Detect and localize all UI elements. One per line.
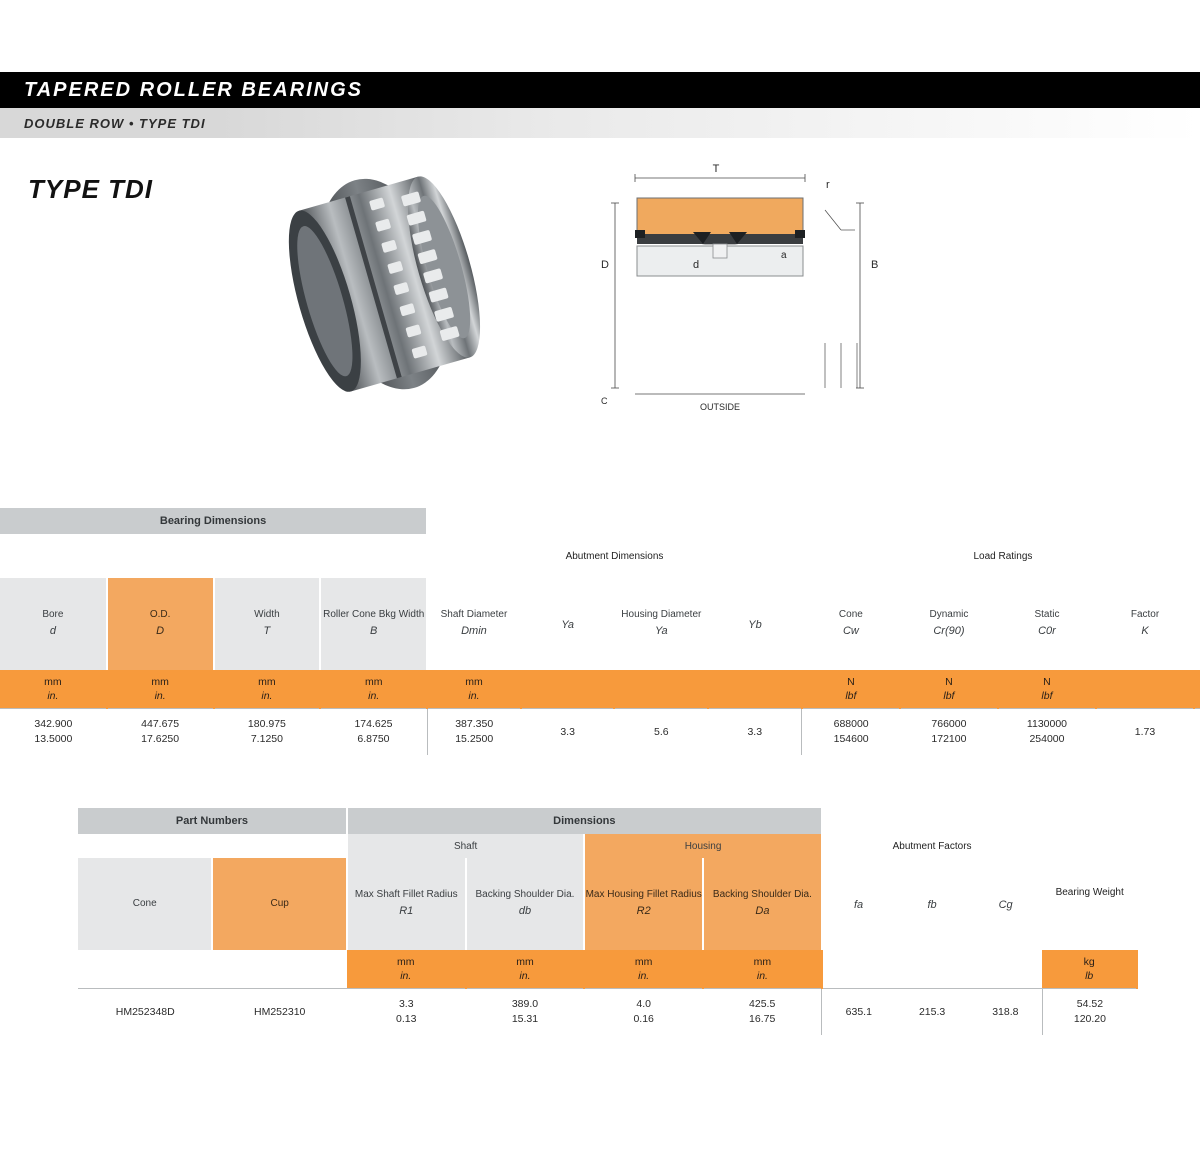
t2-col-shaft-fillet-title: Max Shaft Fillet Radius — [354, 889, 458, 901]
subgroup-load-ratings: Load Ratings — [802, 534, 1200, 578]
table-row — [78, 989, 1137, 1036]
t2-units-shaft-backing-bottom: in. — [519, 970, 531, 982]
col-ya-1-symbol: Ya — [561, 618, 574, 631]
t2-cell-cup-value: HM252310 — [254, 1005, 306, 1018]
col-static-rating-symbol: C0r — [1038, 624, 1056, 637]
col-bore-symbol: d — [49, 624, 56, 637]
units-shaft-bottom: in. — [468, 690, 480, 702]
t2-subgroup-shaft: Shaft — [347, 834, 584, 858]
cell-shaft-diameter — [427, 709, 521, 756]
units-width — [214, 670, 321, 709]
t2-cell-shaft-backing-in: 15.31 — [511, 1013, 539, 1025]
t2-cell-shaft-backing-mm: 389.0 — [511, 998, 539, 1011]
t2-col-bearing-weight-head: Bearing Weight — [1042, 834, 1137, 950]
t2-cell-shaft-fillet — [347, 989, 466, 1036]
t2-units-cup — [212, 950, 346, 989]
t2-cell-cone — [78, 989, 212, 1036]
t2-cell-shaft-backing — [466, 989, 585, 1036]
cell-bore — [0, 709, 107, 756]
units-od-top: mm — [151, 675, 169, 688]
cell-od — [107, 709, 214, 756]
diagram-label-C: C — [601, 396, 608, 406]
t2-col-housing-backing-dia — [703, 858, 822, 950]
units-cone-rating-bottom: lbf — [845, 690, 857, 702]
col-shaft-diameter-title: Shaft Diameter — [440, 609, 508, 621]
t2-col-shaft-backing-symbol: db — [518, 904, 532, 917]
diagram-label-T: T — [712, 163, 720, 175]
diagram-label-d: d — [693, 259, 700, 271]
t2-cell-cg — [969, 989, 1043, 1036]
col-static-rating-title: Static — [1034, 609, 1060, 621]
units-cbw-bottom: in. — [368, 690, 380, 702]
t2-units-shaft-fillet — [347, 950, 466, 989]
t2-group-header-row — [78, 808, 1137, 834]
table-row — [0, 709, 1200, 756]
cell-od-in: 17.6250 — [141, 733, 180, 745]
t2-cell-housing-fillet — [584, 989, 703, 1036]
units-static-rating — [998, 670, 1096, 709]
t2-subgroup-abutment-factors: Abutment Factors — [822, 834, 1043, 858]
cell-yb — [708, 709, 802, 756]
t2-col-cup-title: Cup — [270, 897, 289, 909]
t2-cell-housing-backing — [703, 989, 822, 1036]
units-cone-rating — [802, 670, 900, 709]
col-yb — [708, 578, 802, 670]
t2-units-cg — [969, 950, 1043, 989]
units-static-bottom: lbf — [1041, 690, 1053, 702]
part-numbers-table — [78, 808, 1138, 1035]
col-cone-backing-width — [320, 578, 427, 670]
col-od-title: O.D. — [149, 609, 171, 621]
t2-cell-housing-fillet-mm: 4.0 — [636, 998, 651, 1011]
t2-col-cone — [78, 858, 212, 950]
t2-cell-cone-value: HM252348D — [115, 1005, 175, 1018]
units-od — [107, 670, 214, 709]
units-dynamic-top: N — [945, 675, 953, 688]
top-whitespace — [0, 0, 1200, 72]
t2-col-housing-fillet-title: Max Housing Fillet Radius — [585, 889, 702, 901]
cell-static-lbf: 254000 — [1029, 733, 1065, 745]
t2-subgroup-housing: Housing — [584, 834, 821, 858]
t2-col-shaft-backing-dia — [466, 858, 585, 950]
cell-cbw-mm: 174.625 — [354, 718, 393, 731]
t2-units-shaft-backing — [466, 950, 585, 989]
units-k-factor — [1096, 670, 1194, 709]
col-bore-title: Bore — [42, 609, 64, 621]
diagram-label-r: r — [826, 179, 830, 191]
col-od-symbol: D — [156, 624, 165, 637]
t2-units-cone — [78, 950, 212, 989]
t2-units-housing-backing — [703, 950, 822, 989]
col-od — [107, 578, 214, 670]
t2-cell-shaft-fillet-mm: 3.3 — [398, 998, 414, 1011]
units-width-top: mm — [258, 675, 276, 688]
illustration-band — [0, 138, 1200, 458]
cell-width-mm: 180.975 — [247, 718, 286, 731]
t2-cell-fa-value: 635.1 — [845, 1005, 872, 1018]
col-shaft-diameter-symbol: Dmin — [461, 624, 487, 637]
t2-col-shaft-fillet-radius — [347, 858, 466, 950]
page-title-bar — [0, 72, 1200, 108]
units-od-bottom: in. — [154, 690, 166, 702]
units-cone-backing-width — [320, 670, 427, 709]
cross-section-diagram — [575, 148, 915, 428]
table-units-band-row — [0, 670, 1200, 709]
col-k-factor — [1096, 578, 1194, 670]
t2-units-housing-fillet — [584, 950, 703, 989]
page-subtitle-bar — [0, 108, 1200, 138]
col-housing-diameter-symbol: Ya — [655, 624, 668, 637]
diagram-label-a: a — [781, 250, 787, 261]
cell-bore-in: 13.5000 — [34, 733, 73, 745]
units-width-bottom: in. — [261, 690, 273, 702]
t2-group-empty — [822, 808, 1137, 834]
units-dynamic-bottom: lbf — [943, 690, 955, 702]
t2-cell-housing-backing-mm: 425.5 — [749, 998, 776, 1011]
units-housing-diameter — [614, 670, 708, 709]
t2-group-dimensions: Dimensions — [347, 808, 822, 834]
t2-col-cone-title: Cone — [132, 897, 157, 909]
cell-ya-1 — [521, 709, 615, 756]
cell-dynamic-lbf: 172100 — [931, 733, 967, 745]
t2-cell-cg-value: 318.8 — [992, 1005, 1019, 1018]
t2-cell-shaft-fillet-in: 0.13 — [396, 1013, 417, 1025]
col-width — [214, 578, 321, 670]
col-dynamic-rating — [900, 578, 998, 670]
col-spacer — [1194, 578, 1200, 670]
cell-dynamic-n: 766000 — [931, 718, 967, 731]
col-cone-rating-symbol: Cw — [842, 624, 859, 637]
col-width-symbol: T — [263, 624, 271, 637]
t2-units-weight — [1042, 950, 1137, 989]
units-dynamic-rating — [900, 670, 998, 709]
units-bore — [0, 670, 107, 709]
col-cone-rating-title: Cone — [838, 609, 863, 621]
t2-units-housing-backing-bottom: in. — [756, 970, 768, 982]
cell-static-n: 1130000 — [1026, 718, 1068, 731]
cell-dynamic-rating — [900, 709, 998, 756]
col-housing-diameter — [614, 578, 708, 670]
col-dynamic-rating-title: Dynamic — [929, 609, 969, 621]
cell-cone-rating-n: 688000 — [833, 718, 869, 731]
cell-housing-diameter — [614, 709, 708, 756]
t2-col-housing-fillet-symbol: R2 — [636, 904, 651, 917]
col-width-title: Width — [254, 609, 280, 621]
col-k-factor-symbol: K — [1141, 624, 1149, 637]
units-shaft-diameter — [427, 670, 521, 709]
t2-cell-housing-backing-in: 16.75 — [749, 1013, 776, 1025]
group-empty — [427, 508, 1200, 534]
cell-ya-1-value: 3.3 — [560, 725, 575, 738]
units-bore-bottom: in. — [47, 690, 59, 702]
cell-width-in: 7.1250 — [250, 733, 283, 745]
t2-cell-fb-value: 215.3 — [918, 1005, 946, 1018]
cell-od-mm: 447.675 — [141, 718, 180, 731]
t2-cell-weight — [1042, 989, 1137, 1036]
col-shaft-diameter — [427, 578, 521, 670]
page-title: TAPERED ROLLER BEARINGS — [24, 78, 363, 101]
t2-units-weight-top: kg — [1083, 955, 1095, 968]
t2-units-fa — [822, 950, 896, 989]
t2-col-housing-backing-title: Backing Shoulder Dia. — [712, 889, 812, 901]
t2-units-housing-fillet-bottom: in. — [638, 970, 650, 982]
t2-column-header-row — [78, 858, 1137, 950]
col-cone-backing-width-title: Roller Cone Bkg Width — [323, 609, 425, 621]
t2-units-band-row — [78, 950, 1137, 989]
cell-yb-value: 3.3 — [747, 725, 763, 738]
bearing-dimensions-table — [0, 508, 1200, 755]
t2-units-housing-fillet-top: mm — [634, 955, 653, 968]
units-ya-1 — [521, 670, 615, 709]
table-column-header-row — [0, 578, 1200, 670]
units-bore-top: mm — [44, 675, 62, 688]
cell-bore-mm: 342.900 — [34, 718, 73, 731]
col-bore — [0, 578, 107, 670]
t2-units-shaft-fillet-bottom: in. — [400, 970, 412, 982]
t2-col-housing-fillet-radius — [584, 858, 703, 950]
units-shaft-top: mm — [465, 675, 483, 688]
cell-static-rating — [998, 709, 1096, 756]
t2-units-shaft-backing-top: mm — [516, 955, 534, 968]
col-ya-1 — [521, 578, 615, 670]
diagram-caption: OUTSIDE — [699, 402, 741, 412]
cell-housing-value: 5.6 — [654, 725, 669, 738]
cell-shaft-in: 15.2500 — [455, 733, 494, 745]
t2-cell-weight-kg: 54.52 — [1076, 998, 1104, 1011]
units-static-top: N — [1043, 675, 1051, 688]
cell-spacer — [1194, 709, 1200, 756]
cell-cone-backing-width — [320, 709, 427, 756]
t2-col-fa-symbol: fa — [853, 898, 864, 911]
t2-cell-fa — [822, 989, 896, 1036]
col-cone-backing-width-symbol: B — [370, 624, 378, 637]
col-yb-symbol: Yb — [748, 618, 762, 631]
bearing-photo — [275, 156, 495, 416]
cell-k-value: 1.73 — [1134, 725, 1156, 738]
cell-width — [214, 709, 321, 756]
col-static-rating — [998, 578, 1096, 670]
t2-cell-housing-fillet-in: 0.16 — [633, 1013, 654, 1025]
t2-col-cup — [212, 858, 346, 950]
page-subtitle: DOUBLE ROW • TYPE TDI — [24, 115, 206, 131]
col-k-factor-title: Factor — [1130, 609, 1160, 621]
diagram-label-B: B — [871, 259, 879, 271]
t2-col-cg — [969, 858, 1043, 950]
t2-subgroup-blank — [78, 834, 347, 858]
units-cbw-top: mm — [364, 675, 383, 688]
t2-group-part-numbers: Part Numbers — [78, 808, 347, 834]
t2-col-cg-symbol: Cg — [998, 898, 1013, 911]
t2-subgroup-row — [78, 834, 1137, 858]
col-housing-diameter-title: Housing Diameter — [621, 609, 702, 621]
diagram-label-D: D — [601, 259, 609, 271]
col-dynamic-rating-symbol: Cr(90) — [933, 624, 965, 637]
t2-units-housing-backing-top: mm — [753, 955, 772, 968]
t2-col-fb-symbol: fb — [927, 898, 937, 911]
t2-cell-weight-lb: 120.20 — [1073, 1013, 1106, 1025]
t2-cell-cup — [212, 989, 346, 1036]
col-cone-rating — [802, 578, 900, 670]
units-cone-rating-top: N — [847, 675, 855, 688]
group-bearing-dimensions: Bearing Dimensions — [0, 508, 427, 534]
subgroup-abutment-dimensions: Abutment Dimensions — [427, 534, 802, 578]
t2-units-weight-bottom: lb — [1085, 970, 1094, 982]
table-subgroup-row — [0, 534, 1200, 578]
units-yb — [708, 670, 802, 709]
cell-k-factor — [1096, 709, 1194, 756]
t2-units-fb — [895, 950, 969, 989]
subgroup-blank — [0, 534, 427, 578]
cell-cbw-in: 6.8750 — [357, 733, 390, 745]
bearing-type-label: TYPE TDI — [28, 174, 154, 204]
cell-cone-rating — [802, 709, 900, 756]
table-group-header-row — [0, 508, 1200, 534]
cell-shaft-mm: 387.350 — [455, 718, 494, 731]
cell-cone-rating-lbf: 154600 — [833, 733, 869, 745]
t2-col-fa — [822, 858, 896, 950]
t2-col-fb — [895, 858, 969, 950]
units-spacer — [1194, 670, 1200, 709]
t2-col-housing-backing-symbol: Da — [755, 904, 770, 917]
t2-col-shaft-fillet-symbol: R1 — [399, 904, 414, 917]
t2-col-shaft-backing-title: Backing Shoulder Dia. — [475, 889, 575, 901]
t2-units-shaft-fillet-top: mm — [397, 955, 415, 968]
t2-cell-fb — [895, 989, 969, 1036]
